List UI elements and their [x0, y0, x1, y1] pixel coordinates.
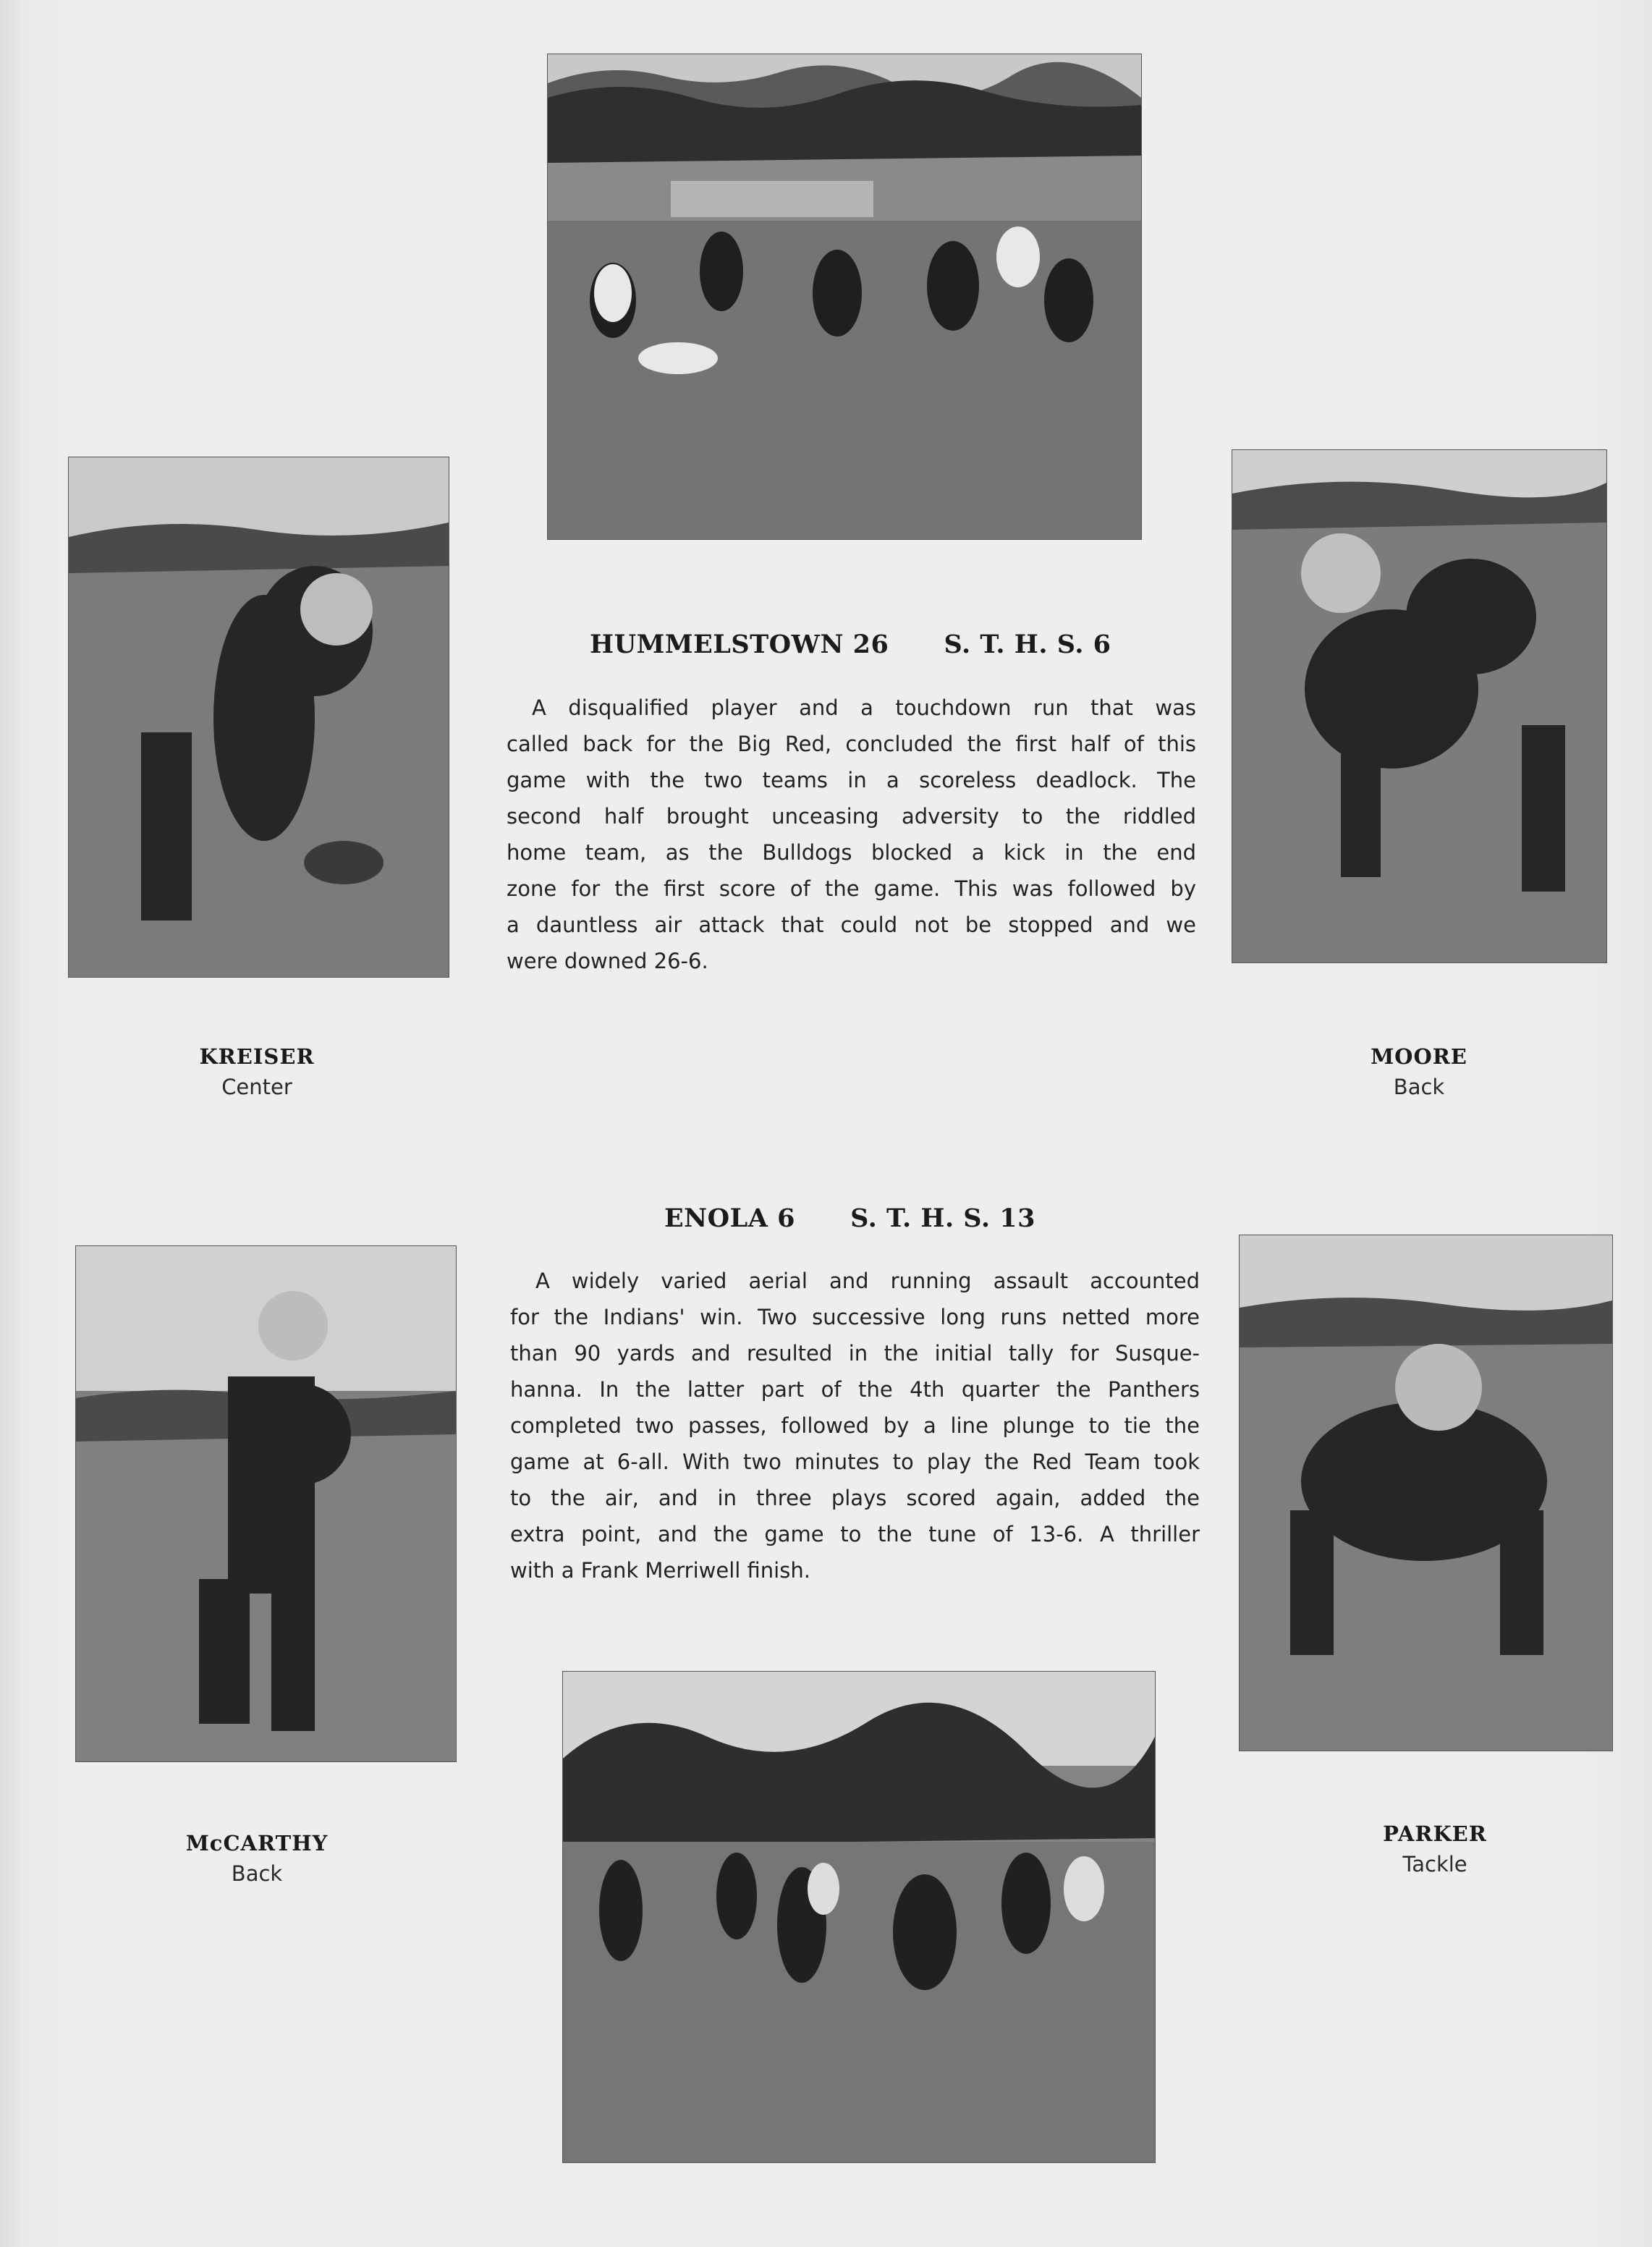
caption-kreiser: [148, 1041, 365, 1101]
game-headline: ENOLA 6 S. T. H. S. 13: [664, 1203, 1035, 1233]
portrait-parker: [1240, 1235, 1612, 1751]
story-line: game at 6-all. With two minutes to play the Red Team took: [510, 1450, 1200, 1474]
caption-moore: [1310, 1041, 1528, 1101]
game-story: [507, 690, 1196, 979]
action-photo-hummelstown: [548, 54, 1141, 539]
story-line: extra point, and the game to the tune of 13-6. A thriller: [510, 1522, 1200, 1546]
player-position: Tackle: [1402, 1852, 1467, 1876]
player-name: McCARTHY: [185, 1831, 329, 1855]
story-line: than 90 yards and resulted in the initial tally for Susque-: [510, 1341, 1200, 1366]
story-line: with a Frank Merriwell finish.: [510, 1558, 810, 1583]
player-name: KREISER: [199, 1044, 315, 1069]
story-line: A widely varied aerial and running assault accounted: [535, 1269, 1200, 1293]
story-line: A disqualified player and a touchdown run that was: [532, 695, 1196, 720]
caption-parker: [1326, 1818, 1543, 1879]
game-story: [510, 1263, 1200, 1588]
story-line: game with the two teams in a scoreless deadlock. The: [507, 768, 1196, 792]
story-line: home team, as the Bulldogs blocked a kick in the end: [507, 840, 1196, 865]
story-line: called back for the Big Red, concluded the first half of this: [507, 732, 1196, 756]
portrait-moore: [1232, 450, 1606, 962]
player-position: Back: [1393, 1075, 1445, 1099]
player-name: MOORE: [1371, 1044, 1467, 1069]
action-photo-enola: [563, 1672, 1155, 2162]
player-name: PARKER: [1383, 1821, 1487, 1846]
story-line: were downed 26-6.: [507, 949, 708, 973]
player-position: Back: [231, 1861, 283, 1886]
story-line: to the air, and in three plays scored again, added the: [510, 1486, 1200, 1510]
story-line: for the Indians' win. Two successive long runs netted more: [510, 1305, 1200, 1329]
portrait-mccarthy: [76, 1246, 456, 1761]
portrait-kreiser: [69, 457, 449, 977]
player-position: Center: [221, 1075, 292, 1099]
story-line: completed two passes, followed by a line plunge to tie the: [510, 1413, 1200, 1438]
game-headline: HUMMELSTOWN 26 S. T. H. S. 6: [590, 630, 1111, 659]
story-line: a dauntless air attack that could not be stopped and we: [507, 913, 1196, 937]
story-line: zone for the first score of the game. This was followed by: [507, 876, 1196, 901]
story-line: hanna. In the latter part of the 4th quarter the Panthers: [510, 1377, 1200, 1402]
caption-mccarthy: [148, 1827, 365, 1888]
story-line: second half brought unceasing adversity to the riddled: [507, 804, 1196, 829]
